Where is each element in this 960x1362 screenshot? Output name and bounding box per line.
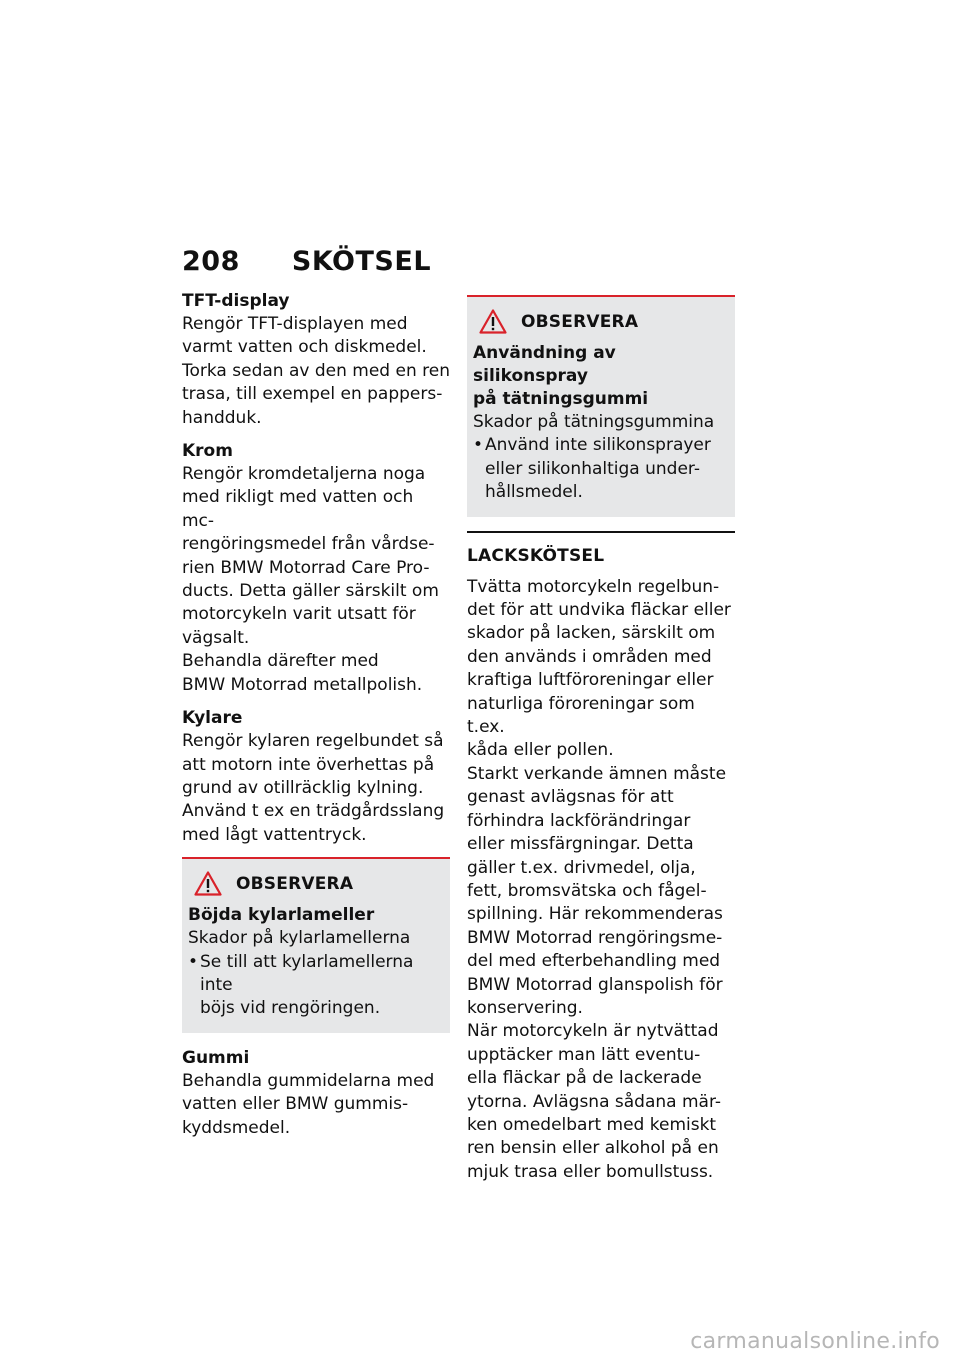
warning-triangle-icon — [479, 309, 507, 334]
bullet-dot-icon: • — [473, 435, 484, 456]
notice-box-kylarlameller — [182, 857, 450, 1033]
text-gummi: Behandla gummidelarna med vatten eller BMW gummis- kyddsmedel. — [182, 1070, 435, 1138]
notice-bullet-text: Se till att kylarlamellerna inte böjs vid rengöringen. — [200, 951, 414, 1019]
notice-title: OBSERVERA — [236, 873, 354, 894]
section-gummi — [182, 1047, 450, 1140]
notice-header — [188, 871, 442, 896]
right-column — [467, 295, 735, 1184]
notice-box-silikonspray — [467, 295, 735, 517]
notice-header — [473, 309, 727, 334]
warning-triangle-icon — [194, 871, 222, 896]
chapter-title: SKÖTSEL — [291, 246, 432, 277]
section-kylare — [182, 707, 450, 847]
section-title-lackskotsel: LACKSKÖTSEL — [467, 545, 605, 566]
notice-subheading: Böjda kylarlameller — [188, 905, 375, 926]
heading-gummi: Gummi — [182, 1047, 250, 1068]
left-column — [182, 290, 450, 1150]
heading-krom: Krom — [182, 441, 233, 462]
text-tft-display: Rengör TFT-displayen med varmt vatten och diskmedel. Torka sedan av den med en ren trasa, till exempel en pappers- handduk. — [182, 314, 450, 428]
heading-kylare: Kylare — [182, 708, 243, 729]
notice-description: Skador på tätningsgummina — [473, 412, 715, 432]
page-number: 208 — [182, 246, 240, 277]
lack-paragraph-3: När motorcykeln är nytvättad upptäcker man lätt eventu- ella fläckar på de lackerade ytorna. Avlägsna sådana mär- ken omedelbart med kemiskt ren bensin eller alkohol på en mjuk trasa eller bomullstuss. — [467, 1021, 721, 1182]
notice-bullet-text: Använd inte silikonsprayer eller silikonhaltiga under- hållsmedel. — [485, 435, 711, 503]
section-tft-display — [182, 290, 450, 430]
notice-title: OBSERVERA — [521, 311, 639, 332]
notice-subheading: Användning av silikonspray på tätningsgummi — [473, 343, 649, 409]
watermark: carmanualsonline.info — [690, 1329, 940, 1354]
notice-bullet — [188, 951, 442, 1021]
lack-paragraph-2: Starkt verkande ämnen måste genast avlägsnas för att förhindra lackförändringar eller missfärgningar. Detta gäller t.ex. drivmedel, olja, fett, bromsvätska och fågel- spillning. Här rekommenderas BMW Motorrad rengöringsme- del med efterbehandling med BMW Motorrad glanspolish för konservering. — [467, 763, 727, 1018]
section-krom — [182, 440, 450, 697]
page-header — [182, 242, 742, 282]
lack-paragraph-1: Tvätta motorcykeln regelbun- det för att undvika fläckar eller skador på lacken, särskilt om den används i områden med kraftiga luftföroreningar eller naturliga föroreningar som t.ex. kåda eller pollen. — [467, 576, 731, 761]
section-lackskotsel — [467, 531, 735, 1185]
notice-description: Skador på kylarlamellerna — [188, 928, 411, 949]
bullet-dot-icon: • — [188, 951, 199, 972]
notice-bullet — [473, 434, 727, 504]
text-kylare: Rengör kylaren regelbundet så att motorn inte överhettas på grund av otillräcklig kylning. Använd t ex en trädgårdsslang med lågt vattentryck. — [182, 731, 445, 845]
heading-tft-display: TFT-display — [182, 291, 290, 311]
text-krom: Rengör kromdetaljerna noga med rikligt med vatten och mc- rengöringsmedel från vårdse- rien BMW Motorrad Care Pro- ducts. Detta gäller särskilt om motorcykeln varit utsatt för vägsalt. Behandla därefter med BMW Motorrad metallpolish. — [182, 464, 439, 695]
